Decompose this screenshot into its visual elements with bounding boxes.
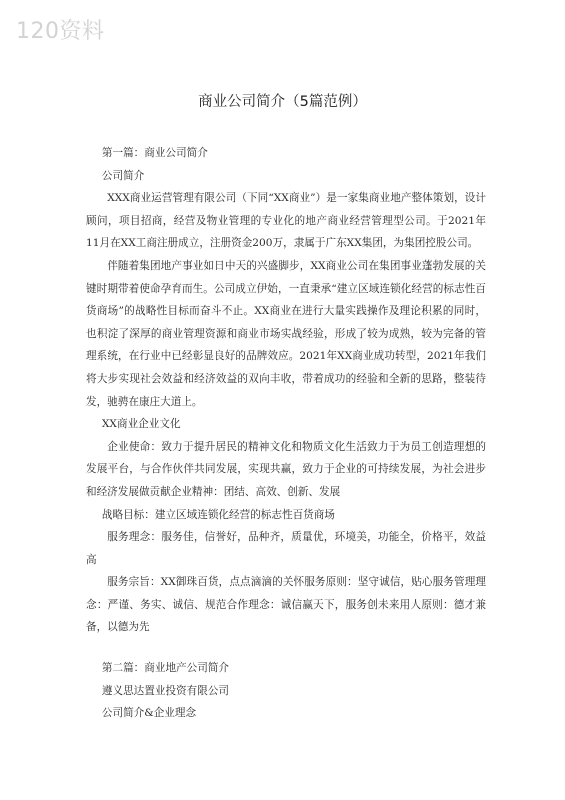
paragraph-mission: 企业使命：致力于提升居民的精神文化和物质文化生活致力于为员工创造理想的发展平台，与合作伙伴共同发展，实现共赢，致力于企业的可持续发展，为社会进步和经济发展做贡献企业精神：团结、高效、创新、发展 — [86, 440, 486, 498]
paragraph-company-history: 伴随着集团地产事业如日中天的兴盛脚步，XX商业公司在集团事业蓬勃发展的关键时期带着使命孕育而生。公司成立伊始，一直秉承“建立区域连锁化经营的标志性百货商场”的战略性目标而奋斗不止。XX商业在进行大量实践操作及理论积累的同时，也积淀了深厚的商业管理资源和商业市场实战经验，形成了较为成熟，较为完备的管理系统，在行业中已经彰显良好的品牌效应。2021年XX商业成功转型，2021年我们将大步实现社会效益和经济效益的双向丰收，带着成功的经验和全新的思路，整装待发，驰骋在康庄大道上。 — [86, 259, 486, 408]
paragraph-company-overview: XXX商业运营管理有限公司（下同“XX商业”）是一家集商业地产整体策划，设计顾问，项目招商，经营及物业管理的专业化的地产商业经营管理型公司。于2021年11月在XX工商注册成立，注册资金200万，隶属于广东XX集团，为集团控股公司。 — [86, 192, 486, 250]
paragraph-service-concept: 服务理念：服务佳，信誉好，品种齐，质量优，环境美，功能全，价格平，效益高 — [86, 531, 486, 566]
subheading-company-intro: 公司简介 — [101, 169, 145, 182]
document-title: 商业公司简介（5篇范例） — [198, 94, 367, 110]
company-name: 遵义思达置业投资有限公司 — [101, 684, 230, 697]
paragraph-strategic-goal: 战略目标：建立区域连锁化经营的标志性百货商场 — [101, 508, 335, 521]
subheading-intro-philosophy: 公司简介&企业理念 — [101, 707, 197, 720]
paragraph-service-tenet: 服务宗旨：XX御珠百货，点点滴滴的关怀服务原则：坚守诚信，贴心服务管理理念：严谨、务实、诚信、规范合作理念：诚信赢天下，服务创未来用人原则：德才兼备，以德为先 — [86, 576, 486, 634]
watermark-logo: 120资料 — [16, 19, 105, 44]
section-heading-1: 第一篇：商业公司简介 — [101, 147, 208, 159]
section-heading-2: 第二篇：商业地产公司简介 — [101, 662, 230, 675]
subheading-culture: XX商业企业文化 — [101, 418, 181, 431]
document-body — [86, 142, 486, 725]
section-gap — [86, 639, 486, 657]
